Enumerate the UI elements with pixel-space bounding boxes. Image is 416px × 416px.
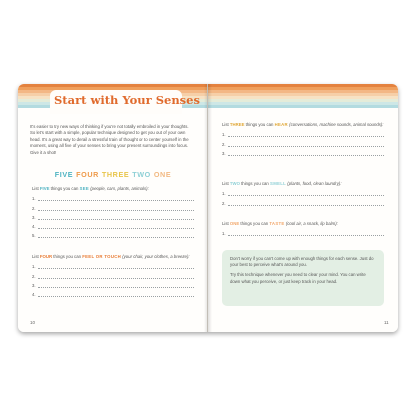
dotted-write-line[interactable] [38,216,194,220]
answer-line[interactable] [32,283,194,288]
answer-line[interactable] [32,292,194,297]
prompt-text [222,221,384,227]
dotted-write-line[interactable] [228,202,384,206]
prompt-sense: SMELL [270,181,287,186]
answer-line-number: 1. [32,196,36,202]
dotted-write-line[interactable] [228,192,384,196]
answer-line[interactable] [32,264,194,269]
open-workbook [18,84,398,332]
dotted-write-line[interactable] [38,225,194,229]
tip-paragraph: Don't worry if you can't come up with enough things for each sense. Just do your best to perceive what's around you. [230,256,374,268]
prompt-pre: List [222,221,230,226]
prompt-eg: (people, cars, plants, animals): [89,186,149,191]
tip-box [222,250,384,306]
answer-line-number: 1. [222,132,226,138]
prompt-pre: List [32,254,40,259]
prompt-mid: things you can [244,122,275,127]
dotted-write-line[interactable] [228,152,384,156]
prompt-eg: (your chair, your clothes, a breeze): [121,254,190,259]
countdown-heading [32,170,194,179]
prompt-sense: TASTE [269,221,285,226]
answer-line-number: 2. [222,141,226,147]
prompt-sense: FEEL OR TOUCH [82,254,122,259]
answer-line-number: 2. [32,205,36,211]
prompt-num: TWO [229,181,240,186]
answer-line-number: 4. [32,292,36,298]
prompt-pre: List [222,181,230,186]
prompt-mid: things you can [52,254,83,259]
dotted-write-line[interactable] [38,197,194,201]
taste-section [222,221,384,236]
prompt-mid: things you can [239,221,270,226]
dotted-write-line[interactable] [38,265,194,269]
prompt-eg: (cool air, a snack, lip balm): [284,221,338,226]
answer-line[interactable] [32,215,194,220]
answer-line-number: 1. [32,264,36,270]
prompt-text [32,186,194,192]
dotted-write-line[interactable] [38,275,194,279]
prompt-num: FOUR [39,254,53,259]
answer-line-number: 2. [32,273,36,279]
countdown-word: TWO [132,170,151,179]
answer-line-number: 3. [222,150,226,156]
answer-line[interactable] [222,142,384,147]
answer-line[interactable] [32,206,194,211]
prompt-eg: (plants, food, clean laundry): [286,181,342,186]
answer-line-number: 4. [32,224,36,230]
answer-line-number: 5. [32,233,36,239]
hear-section [222,122,384,156]
prompt-text [222,122,384,128]
prompt-pre: List [32,186,40,191]
countdown-word: FIVE [54,170,74,179]
prompt-text [222,181,384,187]
dotted-write-line[interactable] [228,143,384,147]
dotted-write-line[interactable] [38,234,194,238]
answer-line-number: 3. [32,214,36,220]
countdown-word: ONE [153,170,172,179]
page-number-right: 11 [384,320,389,325]
answer-line[interactable] [222,231,384,236]
smell-section [222,181,384,206]
prompt-num: ONE [229,221,240,226]
prompt-eg: (conversations, machine sounds, animal sounds): [287,122,384,127]
prompt-text [32,254,194,260]
answer-line[interactable] [32,274,194,279]
answer-line[interactable] [222,201,384,206]
see-section [32,186,194,238]
prompt-pre: List [222,122,230,127]
right-page [208,84,398,332]
prompt-sense: HEAR [274,122,288,127]
dotted-write-line[interactable] [38,284,194,288]
answer-line[interactable] [32,196,194,201]
rainbow-header-stripes [208,84,398,108]
left-page [18,84,208,332]
countdown-word: FOUR [76,170,99,179]
answer-line[interactable] [222,191,384,196]
countdown-word: THREE [101,170,130,179]
dotted-write-line[interactable] [228,133,384,137]
page-title: Start with Your Senses [54,93,200,107]
prompt-sense: SEE [79,186,90,191]
dotted-write-line[interactable] [38,293,194,297]
tip-paragraph: Try this technique whenever you need to clear your mind. You can write down what you perceive, or just keep track in your head. [230,272,366,284]
prompt-num: THREE [229,122,245,127]
answer-line-number: 1. [222,231,226,237]
prompt-num: FIVE [39,186,50,191]
answer-line[interactable] [32,233,194,238]
prompt-mid: things you can [49,186,80,191]
answer-line[interactable] [32,224,194,229]
intro-paragraph: It's easier to try new ways of thinking if you're not totally embroiled in your thoughts. So let's start with a simple, popular technique designed to get you out of your own head. It's a great way to derail a stressful train of thought or to center yourself in the moment, using all five of your senses to bring your present surroundings into focus. Give it a shot! [30,124,189,155]
page-number-left: 10 [30,320,36,325]
answer-line-number: 2. [222,200,226,206]
book-spine [204,84,212,332]
dotted-write-line[interactable] [228,232,384,236]
answer-line[interactable] [222,132,384,137]
answer-line-number: 1. [222,191,226,197]
answer-line[interactable] [222,151,384,156]
feel-touch-section [32,254,194,297]
dotted-write-line[interactable] [38,207,194,211]
prompt-mid: things you can [239,181,271,186]
answer-line-number: 3. [32,282,36,288]
